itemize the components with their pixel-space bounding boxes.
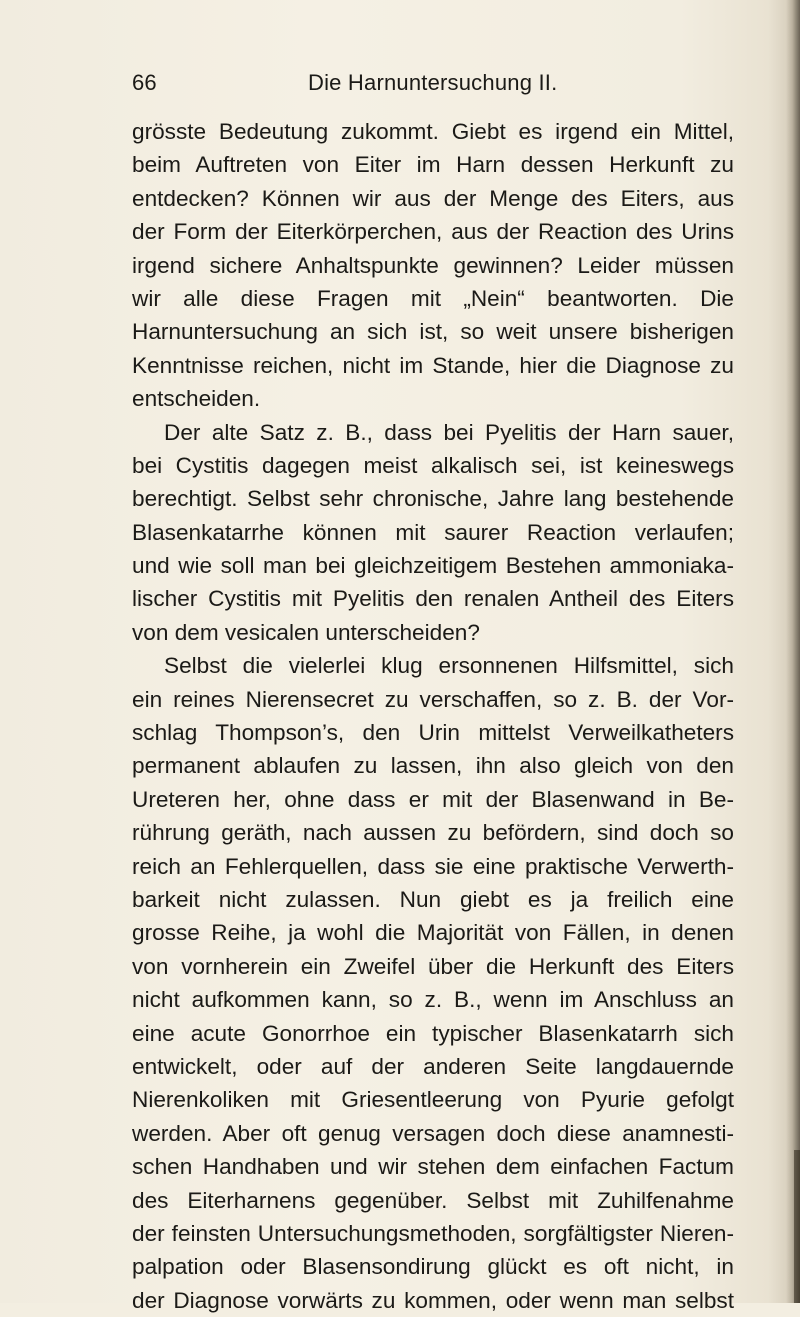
text-line: Ureteren her, ohne dass er mit der Blasenwand in Be- bbox=[132, 786, 734, 812]
text-line: rührung geräth, nach aussen zu befördern, sind doch so bbox=[132, 820, 734, 846]
page-header bbox=[132, 70, 732, 100]
text-line: des Eiterharnens gegenüber. Selbst mit Zuhilfenahme bbox=[132, 1187, 734, 1213]
running-title: Die Harnuntersuchung II. bbox=[308, 70, 558, 95]
text-line: grosse Reihe, ja wohl die Majorität von Fällen, in denen bbox=[132, 920, 734, 946]
text-line: Blasenkatarrhe können mit saurer Reaction verlaufen; bbox=[132, 519, 734, 545]
text-line: lischer Cystitis mit Pyelitis den renalen Antheil des Eiters bbox=[132, 586, 734, 612]
text-line: wir alle diese Fragen mit „Nein“ beantworten. Die bbox=[132, 285, 734, 311]
text-line: reich an Fehlerquellen, dass sie eine praktische Verwerth- bbox=[132, 853, 734, 879]
text-line: werden. Aber oft genug versagen doch diese anamnesti- bbox=[132, 1120, 734, 1146]
text-line: permanent ablaufen zu lassen, ihn also gleich von den bbox=[132, 753, 734, 779]
text-line: und wie soll man bei gleichzeitigem Bestehen ammoniaka- bbox=[132, 553, 734, 579]
text-line: schen Handhaben und wir stehen dem einfachen Factum bbox=[132, 1154, 734, 1180]
text-line: entwickelt, oder auf der anderen Seite langdauernde bbox=[132, 1053, 734, 1079]
text-line: der Diagnose vorwärts zu kommen, oder wenn man selbst bbox=[132, 1287, 734, 1313]
text-line: irgend sichere Anhaltspunkte gewinnen? Leider müssen bbox=[132, 252, 734, 278]
text-line: Harnuntersuchung an sich ist, so weit unsere bisherigen bbox=[132, 319, 734, 345]
page-edge-shadow bbox=[786, 0, 800, 1303]
text-line: berechtigt. Selbst sehr chronische, Jahre lang bestehende bbox=[132, 486, 734, 512]
text-line: Selbst die vielerlei klug ersonnenen Hilfsmittel, sich bbox=[164, 653, 734, 679]
text-line: entdecken? Können wir aus der Menge des Eiters, aus bbox=[132, 185, 734, 211]
text-line: Kenntnisse reichen, nicht im Stande, hier die Diagnose zu bbox=[132, 352, 734, 378]
text-line: ein reines Nierensecret zu verschaffen, so z. B. der Vor- bbox=[132, 686, 734, 712]
text-line: bei Cystitis dagegen meist alkalisch sei, ist keineswegs bbox=[132, 452, 734, 478]
text-line: von dem vesicalen unterscheiden? bbox=[132, 619, 480, 645]
text-line: barkeit nicht zulassen. Nun giebt es ja freilich eine bbox=[132, 886, 734, 912]
text-line: schlag Thompson’s, den Urin mittelst Verweilkatheters bbox=[132, 720, 734, 746]
text-line: palpation oder Blasensondirung glückt es oft nicht, in bbox=[132, 1254, 734, 1280]
text-line: Nierenkoliken mit Griesentleerung von Pyurie gefolgt bbox=[132, 1087, 734, 1113]
text-line: eine acute Gonorrhoe ein typischer Blasenkatarrh sich bbox=[132, 1020, 734, 1046]
text-line: entscheiden. bbox=[132, 386, 261, 412]
text-line: der Form der Eiterkörperchen, aus der Reaction des Urins bbox=[132, 219, 734, 245]
text-line: beim Auftreten von Eiter im Harn dessen Herkunft zu bbox=[132, 152, 734, 178]
page-edge-binding bbox=[794, 1150, 800, 1303]
text-line: nicht aufkommen kann, so z. B., wenn im Anschluss an bbox=[132, 987, 734, 1013]
page-number: 66 bbox=[132, 70, 157, 95]
text-line: grösste Bedeutung zukommt. Giebt es irgend ein Mittel, bbox=[132, 119, 734, 144]
text-line: von vornherein ein Zweifel über die Herkunft des Eiters bbox=[132, 953, 734, 979]
text-line: der feinsten Untersuchungsmethoden, sorgfältigster Nieren- bbox=[132, 1220, 734, 1246]
body-text bbox=[132, 115, 734, 1317]
text-line: Der alte Satz z. B., dass bei Pyelitis der Harn sauer, bbox=[164, 419, 734, 445]
